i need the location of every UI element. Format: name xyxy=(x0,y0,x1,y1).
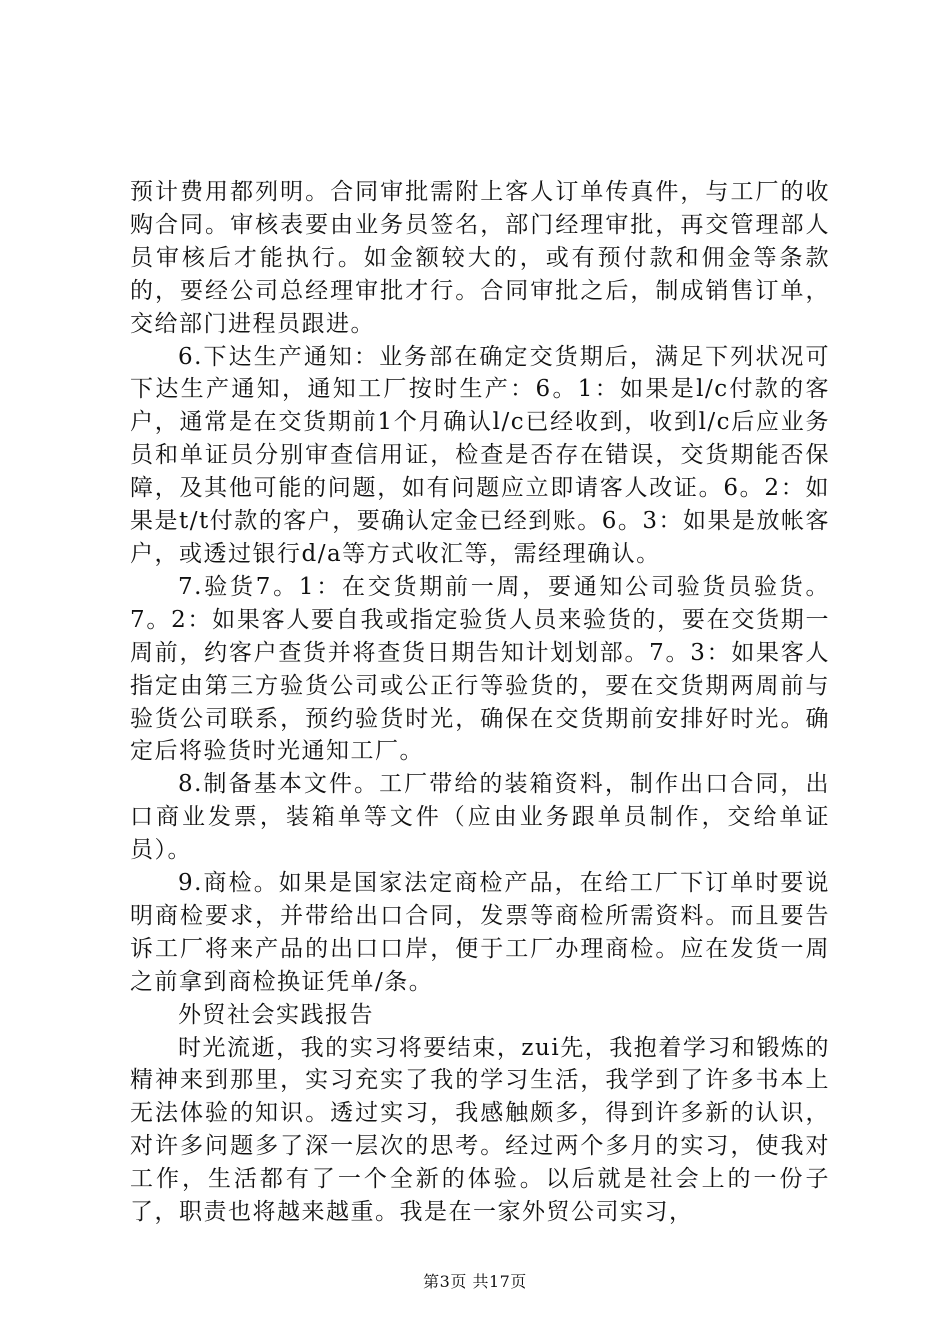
paragraph-production-notice: 6.下达生产通知：业务部在确定交货期后，满足下列状况可下达生产通知，通知工厂按时生产：6。1：如果是l/c付款的客户，通常是在交货期前1个月确认l/c已经收到，收到l/c后应业务员和单证员分别审查信用证，检查是否存在错误，交货期能否保障，及其他可能的问题，如有问题应立即请客人改证。6。2：如果是t/t付款的客户，要确认定金已经到账。6。3：如果是放帐客户，或透过银行d/a等方式收汇等，需经理确认。 xyxy=(130,343,831,567)
paragraph-report-body: 时光流逝，我的实习将要结束，zui先，我抱着学习和锻炼的精神来到那里，实习充实了我的学习生活，我学到了许多书本上无法体验的知识。透过实习，我感触颇多，得到许多新的认识，对许多问题多了深一层次的思考。经过两个多月的实习，使我对工作，生活都有了一个全新的体验。以后就是社会上的一份子了，职责也将越来越重。我是在一家外贸公司实习， xyxy=(130,1034,830,1226)
page-number-footer: 第3页 共17页 xyxy=(423,1272,527,1291)
paragraph-documents: 8.制备基本文件。工厂带给的装箱资料，制作出口合同，出口商业发票，装箱单等文件（应由业务跟单员制作，交给单证员）。 xyxy=(130,771,830,864)
paragraph-commodity-inspection: 9.商检。如果是国家法定商检产品，在给工厂下订单时要说明商检要求，并带给出口合同，发票等商检所需资料。而且要告诉工厂将来产品的出口口岸，便于工厂办理商检。应在发货一周之前拿到商检换证凭单/条。 xyxy=(130,870,830,995)
document-body xyxy=(130,176,830,1229)
report-title: 外贸社会实践报告 xyxy=(178,1001,374,1028)
paragraph-contract-approval: 预计费用都列明。合同审批需附上客人订单传真件，与工厂的收购合同。审核表要由业务员签名，部门经理审批，再交管理部人员审核后才能执行。如金额较大的，或有预付款和佣金等条款的，要经公司总经理审批才行。合同审批之后，制成销售订单，交给部门进程员跟进。 xyxy=(130,179,830,337)
paragraph-inspection: 7.验货7。1：在交货期前一周，要通知公司验货员验货。7。2：如果客人要自我或指定验货人员来验货的，要在交货期一周前，约客户查货并将查货日期告知计划划部。7。3：如果客人指定由第三方验货公司或公正行等验货的，要在交货期两周前与验货公司联系，预约验货时光，确保在交货期前安排好时光。确定后将验货时光通知工厂。 xyxy=(130,573,830,765)
